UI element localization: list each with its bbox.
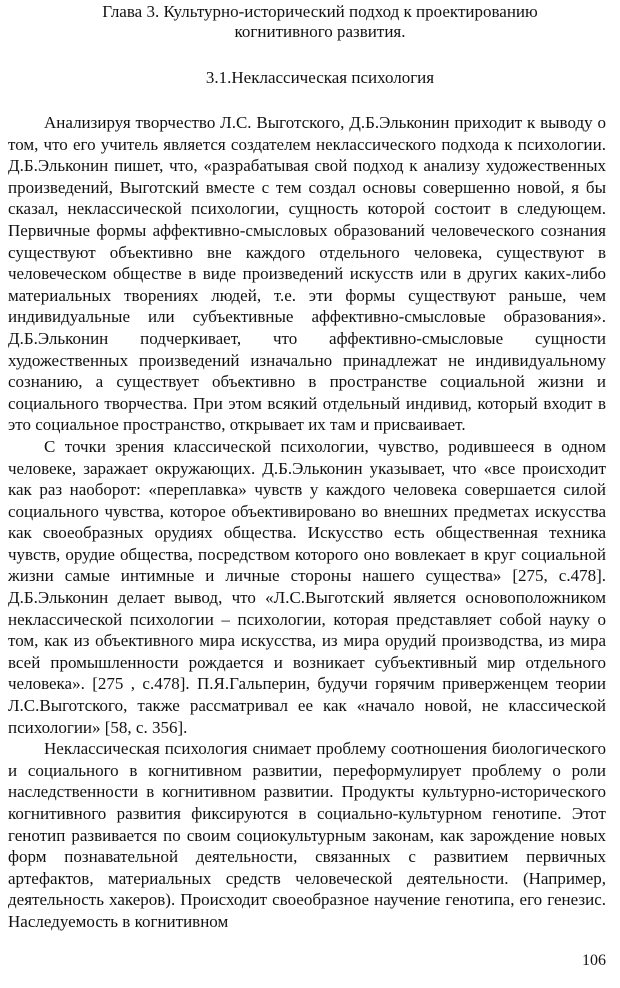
chapter-title-line-1: Глава 3. Культурно-исторический подход к проектированию xyxy=(102,2,538,21)
paragraph-2: С точки зрения классической психологии, чувство, родившееся в одном человеке, заражает окружающих. Д.Б.Эльконин указывает, что «все происходит как раз наоборот: «переплавка» чувств у каждого человека совершается силой социального чувства, которое объективировано во внешних предметах искусства как своеобразных орудиях общества. Искусство есть общественная техника чувств, орудие общества, посредством которого оно вовлекает в круг социальной жизни самые интимные и личные стороны нашего существа» [275, с.478]. Д.Б.Эльконин делает вывод, что «Л.С.Выготский является основоположником неклассической психологии – психологии, которая представляет собой науку о том, как из объективного мира искусства, из мира орудий производства, из мира всей промышленности рождается и возникает субъективный мир отдельного человека». [275 , с.478]. П.Я.Гальперин, будучи горячим приверженцем теории Л.С.Выготского, также рассматривал ее как «начало новой, не классической психологии» [58, с. 356]. xyxy=(8,436,606,737)
section-title: 3.1.Неклассическая психология xyxy=(205,68,435,87)
paragraph-3: Неклассическая психология снимает проблему соотношения биологического и социального в когнитивном развитии, переформулирует проблему о роли наследственности в когнитивном развитии. Продукты культурно-исторического когнитивного развития фиксируются в социально-культурном генотипе. Этот генотип развивается по своим социокультурным законам, как зарождение новых форм познавательной деятельности, связанных с развитием первичных артефактов, материальных средств человеческой деятельности. (Например, деятельность хакеров). Происходит своеобразное научение генотипа, его генезис. Наследуемость в когнитивном xyxy=(8,739,606,931)
paragraph-1: Анализируя творчество Л.С. Выготского, Д.Б.Эльконин приходит к выводу о том, что его учитель является создателем неклассического подхода к психологии. Д.Б.Эльконин пишет, что, «разрабатывая свой подход к анализу художественных произведений, Выготский вместе с тем создал основы совершенно новой, я бы сказал, неклассической психологии, сущность которой состоит в следующем. Первичные формы аффективно-смысловых образований человеческого сознания существуют объективно вне каждого отдельного человека, существуют в человеческом обществе в виде произведений искусств или в других каких-либо материальных творениях людей, т.е. эти формы существуют раньше, чем индивидуальные или субъективные аффективно-смысловые образования». Д.Б.Эльконин подчеркивает, что аффективно-смысловые сущности художественных произведений изначально принадлежат не индивидуальному сознанию, а существует объективно в пространстве социальной жизни и социального творчества. При этом всякий отдельный индивид, который входит в это социальное пространство, открывает их там и присваивает. xyxy=(8,113,606,435)
chapter-title xyxy=(8,2,606,42)
page-number: 106 xyxy=(582,952,606,969)
chapter-title-line-2: когнитивного развития. xyxy=(234,22,406,41)
